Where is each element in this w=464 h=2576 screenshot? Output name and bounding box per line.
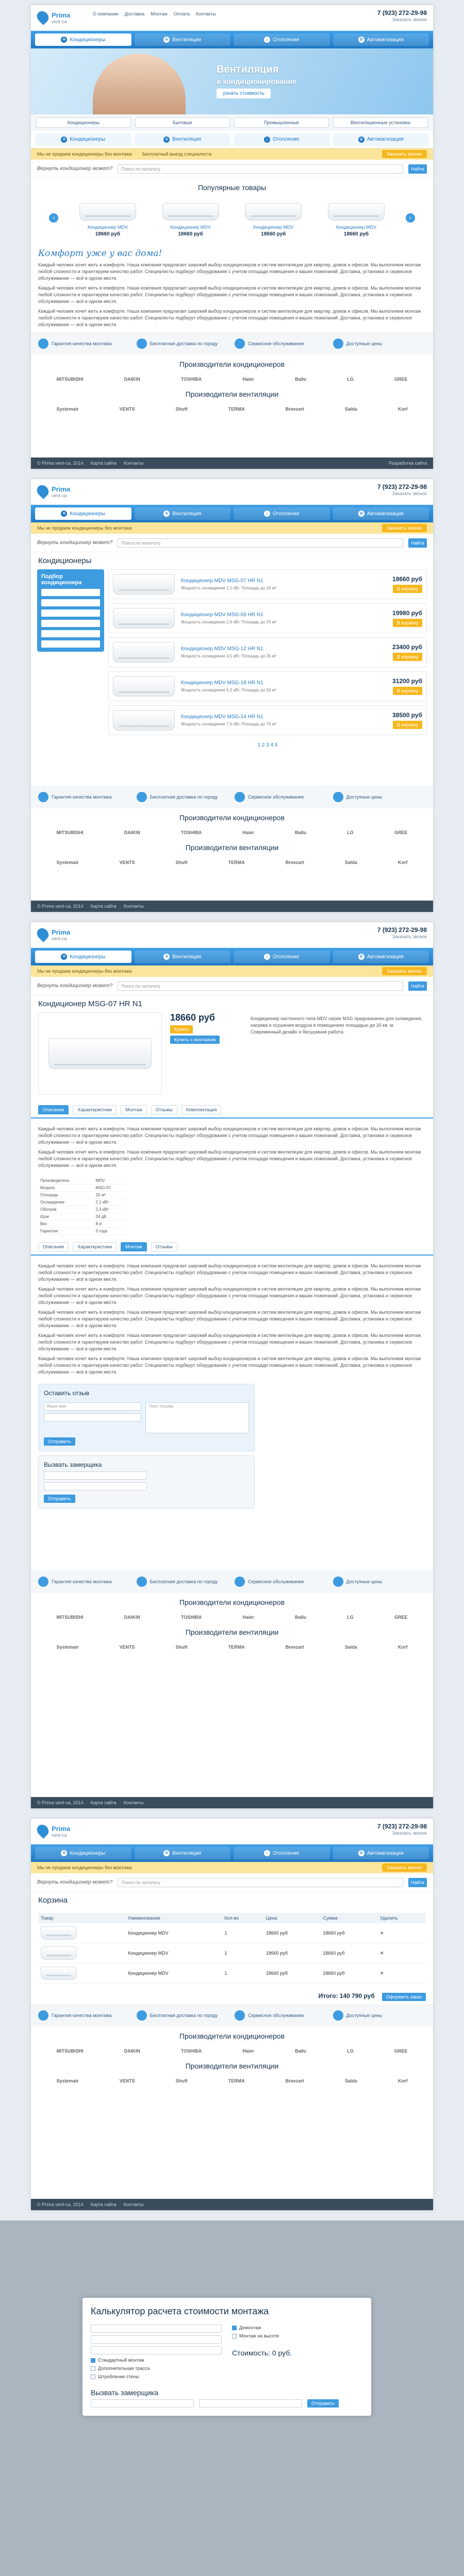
- brands-ventilation: Systemair VENTS Shuft TERMA Breezart Salda Korf: [56, 1645, 408, 1650]
- brand-logo[interactable]: TOSHIBA: [180, 377, 202, 382]
- search-input[interactable]: Поиск по каталогу: [118, 538, 403, 548]
- nav-conditioners[interactable]: ❄ Кондиционеры: [35, 33, 131, 46]
- header: [31, 479, 433, 505]
- brands-conditioners: [31, 374, 433, 385]
- tab-description[interactable]: Описание: [38, 1105, 69, 1114]
- product-link[interactable]: Кондиционер MDV MSG-09 HR N1: [181, 612, 263, 618]
- add-to-cart-button[interactable]: В корзину: [393, 585, 422, 593]
- tab-package[interactable]: Комплектация: [181, 1105, 222, 1114]
- checkbox[interactable]: [91, 2375, 95, 2379]
- email-input[interactable]: [44, 1413, 141, 1421]
- search-button[interactable]: Найти: [408, 164, 427, 174]
- search-button[interactable]: Найти: [408, 538, 427, 548]
- brand-logo[interactable]: LG: [347, 377, 354, 382]
- truck-icon: [137, 792, 147, 802]
- menu-item[interactable]: Оплата: [173, 11, 190, 16]
- table-row: Кондиционер MDV 1 18660 руб 18660 руб ✕: [38, 1923, 426, 1943]
- add-to-cart-button[interactable]: В корзину: [393, 619, 422, 627]
- search-bar: Вернуть кондиционер может? Поиск по каталогу Найти: [31, 534, 433, 552]
- brand-logo[interactable]: Systemair: [56, 406, 79, 412]
- product-link[interactable]: Кондиционер MDV MSG-07 HR N1: [181, 578, 263, 584]
- gear-icon: ⚙: [358, 37, 364, 43]
- main-nav: [31, 948, 433, 965]
- ac-image: [79, 203, 136, 221]
- nav-automation[interactable]: ⚙ Автоматизация: [333, 33, 429, 46]
- ac-image[interactable]: [113, 710, 175, 731]
- checkout-button[interactable]: Оформить заказ: [382, 1993, 426, 2001]
- ac-image: [41, 1967, 77, 1980]
- search-bar: Вернуть кондиционер может? Поиск по каталогу Найти: [31, 977, 433, 995]
- nav-automation[interactable]: ⚙ Автоматизация: [333, 951, 429, 963]
- search-bar: Вернуть кондиционер может? Поиск по каталогу Найти: [31, 160, 433, 178]
- search-bar: Вернуть кондиционер может? Поиск по каталогу Найти: [31, 1873, 433, 1892]
- features: [31, 332, 433, 355]
- search-button[interactable]: Найти: [408, 981, 427, 991]
- checkbox[interactable]: [232, 2334, 237, 2338]
- feature-item: Сервисное обслуживание: [235, 338, 328, 349]
- product-tabs: [31, 1102, 433, 1118]
- next-arrow-icon[interactable]: ›: [406, 213, 415, 223]
- product-page: [31, 922, 433, 1808]
- footer: © Prima vent-ca, 2014 Карта сайта Контакты Разработка сайта: [31, 457, 433, 469]
- hero-banner: [31, 48, 433, 114]
- wrench-icon: [235, 792, 245, 802]
- product-link[interactable]: Кондиционер MDV MSG-24 HR N1: [181, 714, 263, 720]
- brand-logo[interactable]: Breezart: [285, 406, 304, 412]
- qty-input[interactable]: 1: [222, 1963, 263, 1984]
- ruble-icon: [333, 338, 343, 349]
- calc-cost: Стоимость: 0 руб.: [232, 2349, 292, 2357]
- catalog-page: [31, 479, 433, 912]
- remove-icon[interactable]: ✕: [377, 1923, 426, 1943]
- brand-logo[interactable]: Korf: [397, 406, 408, 412]
- product-link[interactable]: Кондиционер MDV: [126, 1963, 222, 1984]
- search-button[interactable]: Найти: [408, 1878, 427, 1887]
- phone-input[interactable]: [44, 1471, 147, 1480]
- nav-ventilation[interactable]: ✣ Вентиляция: [135, 33, 231, 46]
- category-bar: [31, 114, 433, 131]
- comfort-text: Каждый человек хочет жить в комфорте. Наша компания предлагает широкий выбор кондиционеров и систем вентиляции для квартир, домов и офисов. Мы выполняем монтаж любой сложности и гарантируем качество работ. Специалисты подберут оборудование с учетом площади помещения и ваших пожеланий. Доставка, установка и сервисное обслуживание — всё в одном месте.: [38, 285, 421, 304]
- brands-title: Производители вентиляции: [185, 1628, 279, 1636]
- submit-call-button[interactable]: Отправить: [307, 2399, 339, 2408]
- buy-button[interactable]: Купить: [170, 1025, 193, 1033]
- submit-measure-button[interactable]: Отправить: [44, 1495, 75, 1503]
- call-title: Вызвать замерщика: [91, 2388, 159, 2397]
- table-row: Кондиционер MDV 1 18660 руб 18660 руб ✕: [38, 1943, 426, 1963]
- tab-specs[interactable]: Характеристики: [73, 1242, 117, 1251]
- brand-logo[interactable]: Ballu: [295, 377, 307, 382]
- nav-heating[interactable]: ♨ Отопление: [234, 133, 330, 146]
- brand-logo[interactable]: Salda: [344, 406, 357, 412]
- ruble-icon: [333, 1577, 343, 1587]
- list-item: Кондиционер MDV MSG-18 HR N1 Мощность охлаждения 5,3 кВт. Площадь до 50 м² 31200 руб В корзину: [108, 671, 427, 701]
- brand-logo[interactable]: GREE: [394, 377, 408, 382]
- flame-icon: ♨: [264, 137, 270, 143]
- product-summary: [31, 1012, 433, 1095]
- truck-icon: [137, 338, 147, 349]
- brand-logo[interactable]: TERMA: [228, 406, 245, 412]
- filter-field[interactable]: [41, 640, 100, 648]
- top-menu: [93, 11, 216, 16]
- callback-button[interactable]: Заказать звонок: [382, 1863, 427, 1872]
- list-item: Кондиционер MDV MSG-12 HR N1 Мощность охлаждения 3,5 кВт. Площадь до 35 м² 23400 руб В корзину: [108, 637, 427, 667]
- phone-input[interactable]: [91, 2399, 194, 2408]
- notice-bar: Мы не продаем кондиционеры без монтажа Бесплатный выезд специалиста Заказать звонок: [31, 148, 433, 160]
- product-tabs-2: [31, 1239, 433, 1256]
- gear-icon: ⚙: [358, 137, 364, 143]
- tab-reviews[interactable]: Отзывы: [151, 1242, 177, 1251]
- tab-content: Каждый человек хочет жить в комфорте. Наша компания предлагает широкий выбор кондиционеров и систем вентиляции для квартир, домов и офисов. Мы выполняем монтаж любой сложности и гарантируем качество работ. Специалисты подберут оборудование с учетом площади помещения и ваших пожеланий. Доставка, установка и сервисное обслуживание — всё в одном месте. Каждый человек хочет жить в комфорте. Наша компания предлагает широкий выбор кондиционеров и систем вентиляции для квартир, домов и офисов. Мы выполняем монтаж любой сложности и гарантируем качество работ. Специалисты подберут оборудование с учетом площади помещения и ваших пожеланий. Доставка, установка и сервисное обслуживание — всё в одном месте.: [38, 1126, 421, 1168]
- address-input[interactable]: [44, 1482, 147, 1490]
- nav-ventilation[interactable]: ✣ Вентиляция: [135, 133, 231, 146]
- hero-button[interactable]: узнать стоимость: [217, 89, 271, 98]
- product-link[interactable]: Кондиционер MDV MSG-18 HR N1: [181, 680, 263, 686]
- nav-conditioners[interactable]: ❄ Кондиционеры: [35, 1847, 131, 1859]
- header: [31, 5, 433, 31]
- feature-item: Доступные цены: [333, 338, 426, 349]
- fan-icon: ✣: [163, 137, 170, 143]
- product-link[interactable]: Кондиционер MDV: [126, 1923, 222, 1943]
- product-card[interactable]: Кондиционер MDV 18660 руб: [157, 199, 224, 237]
- search-input[interactable]: Поиск по каталогу: [118, 981, 403, 991]
- footer: © Prima vent-ca, 2014 Карта сайта Контакты: [31, 1797, 433, 1808]
- footer-link[interactable]: Карта сайта: [90, 461, 117, 466]
- brands-title: Производители вентиляции: [185, 2062, 279, 2070]
- comfort-text: Каждый человек хочет жить в комфорте. Наша компания предлагает широкий выбор кондиционеров и систем вентиляции для квартир, домов и офисов. Мы выполняем монтаж любой сложности и гарантируем качество работ. Специалисты подберут оборудование с учетом площади помещения и ваших пожеланий. Доставка, установка и сервисное обслуживание — всё в одном месте.: [38, 262, 421, 281]
- notice-bar: Мы не продаем кондиционеры без монтажа Заказать звонок: [31, 1862, 433, 1873]
- comfort-title: Комфорт уже у вас дома!: [38, 248, 162, 259]
- remove-icon[interactable]: ✕: [377, 1943, 426, 1963]
- list-item: Кондиционер MDV MSG-09 HR N1 Мощность охлаждения 2,6 кВт. Площадь до 25 м² 19980 руб В корзину: [108, 603, 427, 633]
- remove-icon[interactable]: ✕: [377, 1963, 426, 1984]
- main-nav: [31, 505, 433, 522]
- brands-conditioners: MITSUBISHI DAIKIN TOSHIBA Haier Ballu LG GREE: [56, 830, 408, 835]
- notice-bar: Мы не продаем кондиционеры без монтажа Заказать звонок: [31, 522, 433, 534]
- brands-title: Производители кондиционеров: [179, 360, 285, 368]
- footer-link[interactable]: Контакты: [123, 461, 144, 466]
- product-link[interactable]: Кондиционер MDV: [126, 1943, 222, 1963]
- filter-field[interactable]: [41, 620, 100, 627]
- product-list: [108, 569, 427, 751]
- secondary-nav: [31, 131, 433, 148]
- cart-table: Товар Наименование Кол-во Цена Сумма Удалить Кондиционер MDV 1 18660 руб 18660 руб ✕ Кондиционер MDV 1 18660 руб 18660 руб ✕ Кондиционер MDV 1 18660 руб 18660 руб ✕: [38, 1913, 426, 1984]
- list-item: Кондиционер MDV MSG-07 HR N1 Мощность охлаждения 2,1 кВт. Площадь до 20 м² 18660 руб В корзину: [108, 569, 427, 599]
- list-item: Кондиционер MDV MSG-24 HR N1 Мощность охлаждения 7,0 кВт. Площадь до 70 м² 38500 руб В корзину: [108, 705, 427, 735]
- hero-title: Вентиляция и кондиционирование: [217, 64, 296, 86]
- nav-heating[interactable]: ♨ Отопление: [234, 951, 330, 963]
- home-page: [31, 5, 433, 469]
- ac-image[interactable]: [113, 574, 175, 595]
- measure-form: Вызвать замерщика Отправить: [38, 1455, 255, 1509]
- wrench-icon: [235, 1577, 245, 1587]
- brand-logo[interactable]: DAIKIN: [124, 377, 140, 382]
- page-title: Корзина: [38, 1896, 68, 1905]
- tab-install[interactable]: Монтаж: [121, 1242, 147, 1251]
- product-description: Кондиционер настенного типа MDV серии MSG предназначен для охлаждения, нагрева и осушения воздуха в помещениях площадью до 20 кв. м. Современный дизайн и бесшумная работа.: [251, 1016, 423, 1035]
- ac-image: [41, 1946, 77, 1960]
- checkbox[interactable]: [91, 2358, 95, 2363]
- buy-install-button[interactable]: Купить с монтажом: [170, 1036, 220, 1044]
- brands-ventilation: Systemair VENTS Shuft TERMA Breezart Salda Korf: [56, 860, 408, 865]
- category-link[interactable]: Бытовые: [135, 117, 230, 128]
- search-input[interactable]: Поиск по каталогу: [118, 164, 403, 174]
- nav-automation[interactable]: ⚙ Автоматизация: [333, 133, 429, 146]
- qty-input[interactable]: 1: [222, 1923, 263, 1943]
- menu-item[interactable]: Контакты: [195, 11, 216, 16]
- main-nav: [31, 1844, 433, 1862]
- callback-button[interactable]: Заказать звонок: [382, 524, 427, 532]
- brands-title: Производители вентиляции: [185, 843, 279, 852]
- product-card[interactable]: Кондиционер MDV 18660 руб: [323, 199, 390, 237]
- menu-item[interactable]: Монтаж: [151, 11, 168, 16]
- truck-icon: [137, 2010, 147, 2021]
- tab-reviews[interactable]: Отзывы: [151, 1105, 177, 1114]
- product-card[interactable]: Кондиционер MDV 18660 руб: [240, 199, 307, 237]
- flame-icon: ♨: [264, 37, 270, 43]
- ruble-icon: [333, 2010, 343, 2021]
- snowflake-icon: ❄: [61, 37, 67, 43]
- filter-field[interactable]: [41, 609, 100, 617]
- tab-install[interactable]: Монтаж: [121, 1105, 147, 1114]
- callback-button[interactable]: Заказать звонок: [382, 967, 427, 975]
- qty-input[interactable]: 1: [222, 1943, 263, 1963]
- calc-modal: Калькулятор расчета стоимости монтажа Стандартный монтаж Дополнительная трасса Штробление стены Демонтаж Монтаж на высоте Стоимость: 0 руб. Вызвать замерщика Отправить: [82, 2298, 371, 2416]
- brands-conditioners: MITSUBISHI DAIKIN TOSHIBA Haier Ballu LG GREE: [56, 1615, 408, 1620]
- product-gallery[interactable]: [38, 1012, 162, 1095]
- brand-logo[interactable]: Shuft: [175, 406, 188, 412]
- filter-field[interactable]: [41, 589, 100, 596]
- brands-ventilation: [31, 403, 433, 415]
- nav-conditioners[interactable]: ❄ Кондиционеры: [35, 951, 131, 963]
- search-input[interactable]: Поиск по каталогу: [118, 1878, 403, 1887]
- product-title: Кондиционер MSG-07 HR N1: [38, 999, 142, 1008]
- main-nav: [31, 31, 433, 48]
- nav-heating[interactable]: ♨ Отопление: [234, 507, 330, 520]
- logo[interactable]: Prima vent-ca: [36, 483, 82, 501]
- features: Гарантия качества монтажа Бесплатная доставка по городу Сервисное обслуживание Доступные цены: [31, 1570, 433, 1593]
- category-link[interactable]: Кондиционеры: [36, 117, 131, 128]
- ac-image: [245, 203, 302, 221]
- ac-image: [48, 1038, 152, 1069]
- check-icon: [38, 2010, 48, 2021]
- feature-item: Бесплатная доставка по городу: [137, 338, 230, 349]
- prev-arrow-icon[interactable]: ‹: [49, 213, 58, 223]
- nav-conditioners[interactable]: ❄ Кондиционеры: [35, 133, 131, 146]
- ac-image: [41, 1926, 77, 1940]
- brands-title: Производители кондиционеров: [179, 2032, 285, 2040]
- comfort-section: [31, 244, 433, 332]
- ruble-icon: [333, 792, 343, 802]
- product-price: 18660 руб: [170, 1012, 215, 1023]
- checkbox[interactable]: [232, 2326, 237, 2330]
- phone: 7 (923) 272-29-98 Заказать звонок: [377, 483, 427, 496]
- wrench-icon: [235, 338, 245, 349]
- install-content: Каждый человек хочет жить в комфорте. Наша компания предлагает широкий выбор кондиционеров и систем вентиляции для квартир, домов и офисов. Мы выполняем монтаж любой сложности и гарантируем качество работ. Специалисты подберут оборудование с учетом площади помещения и ваших пожеланий. Доставка, установка и сервисное обслуживание — всё в одном месте. Каждый человек хочет жить в комфорте. Наша компания предлагает широкий выбор кондиционеров и систем вентиляции для квартир, домов и офисов. Мы выполняем монтаж любой сложности и гарантируем качество работ. Специалисты подберут оборудование с учетом площади помещения и ваших пожеланий. Доставка, установка и сервисное обслуживание — всё в одном месте. Каждый человек хочет жить в комфорте. Наша компания предлагает широкий выбор кондиционеров и систем вентиляции для квартир, домов и офисов. Мы выполняем монтаж любой сложности и гарантируем качество работ. Специалисты подберут оборудование с учетом площади помещения и ваших пожеланий. Доставка, установка и сервисное обслуживание — всё в одном месте. Каждый человек хочет жить в комфорте. Наша компания предлагает широкий выбор кондиционеров и систем вентиляции для квартир, домов и офисов. Мы выполняем монтаж любой сложности и гарантируем качество работ. Специалисты подберут оборудование с учетом площади помещения и ваших пожеланий. Доставка, установка и сервисное обслуживание — всё в одном месте. Каждый человек хочет жить в комфорте. Наша компания предлагает широкий выбор кондиционеров и систем вентиляции для квартир, домов и офисов. Мы выполняем монтаж любой сложности и гарантируем качество работ. Специалисты подберут оборудование с учетом площади помещения и ваших пожеланий. Доставка, установка и сервисное обслуживание — всё в одном месте.: [38, 1263, 421, 1375]
- calc-field[interactable]: [91, 2335, 222, 2344]
- nav-automation[interactable]: ⚙ Автоматизация: [333, 1847, 429, 1859]
- header: Prima vent-ca 7 (923) 272-29-98 Заказать звонок: [31, 1819, 433, 1844]
- name-input[interactable]: Ваше имя: [44, 1402, 141, 1411]
- filter-sidebar: [37, 569, 104, 652]
- brand-logo[interactable]: MITSUBISHI: [56, 377, 84, 382]
- nav-conditioners[interactable]: ❄ Кондиционеры: [35, 507, 131, 520]
- logo[interactable]: Prima vent-ca: [36, 9, 82, 27]
- brands-ventilation: Systemair VENTS Shuft TERMA Breezart Salda Korf: [56, 2078, 408, 2083]
- add-to-cart-button[interactable]: В корзину: [393, 653, 422, 661]
- modal-title: Калькулятор расчета стоимости монтажа: [91, 2306, 269, 2316]
- nav-ventilation[interactable]: ✣ Вентиляция: [135, 951, 231, 963]
- tab-description[interactable]: Описание: [38, 1242, 69, 1251]
- spec-table: Производитель MDV Модель MSG-07 Площадь 20 м² Охлаждение 2,1 кВт Обогрев 2,3 кВт Шум 24 дБ Вес 8 кг Гарантия 3 года: [38, 1177, 126, 1235]
- footer: © Prima vent-ca, 2014 Карта сайта Контакты: [31, 2199, 433, 2210]
- callback-button[interactable]: Заказать звонок: [382, 150, 427, 158]
- review-textarea[interactable]: Текст отзыва: [145, 1402, 249, 1433]
- review-form: Оставить отзыв Ваше имя Текст отзыва Отправить: [38, 1384, 255, 1451]
- nav-heating[interactable]: ♨ Отопление: [234, 1847, 330, 1859]
- notice-bar: Мы не продаем кондиционеры без монтажа Заказать звонок: [31, 965, 433, 977]
- hero-image: [93, 54, 186, 114]
- snowflake-icon: ❄: [61, 137, 67, 143]
- add-to-cart-button[interactable]: В корзину: [393, 721, 422, 729]
- check-icon: [38, 1577, 48, 1587]
- nav-automation[interactable]: ⚙ Автоматизация: [333, 507, 429, 520]
- popular-products: [31, 197, 433, 244]
- submit-review-button[interactable]: Отправить: [44, 1437, 75, 1446]
- menu-item[interactable]: О компании: [93, 11, 119, 16]
- ac-image: [162, 203, 219, 221]
- cart-total: Итого: 140 790 руб Оформить заказ: [31, 1988, 433, 2004]
- checkbox[interactable]: [91, 2366, 95, 2371]
- brands-title: Производители кондиционеров: [179, 814, 285, 822]
- brands-conditioners: MITSUBISHI DAIKIN TOSHIBA Haier Ballu LG GREE: [56, 2048, 408, 2054]
- table-row: Кондиционер MDV 1 18660 руб 18660 руб ✕: [38, 1963, 426, 1984]
- ac-image: [328, 203, 385, 221]
- section-title: Популярные товары: [197, 183, 267, 192]
- check-icon: [38, 338, 48, 349]
- product-card[interactable]: Кондиционер MDV 18660 руб: [74, 199, 141, 237]
- filter-field[interactable]: [41, 630, 100, 637]
- ac-image[interactable]: [113, 676, 175, 697]
- nav-ventilation[interactable]: ✣ Вентиляция: [135, 1847, 231, 1859]
- calc-field[interactable]: [91, 2325, 222, 2333]
- features: Гарантия качества монтажа Бесплатная доставка по городу Сервисное обслуживание Доступные цены: [31, 2004, 433, 2027]
- ac-image[interactable]: [113, 608, 175, 629]
- filter-box: Подбор кондиционера: [37, 569, 104, 652]
- fan-icon: ✣: [163, 37, 170, 43]
- page-title: Кондиционеры: [38, 556, 92, 565]
- header: Prima vent-ca 7 (923) 272-29-98 Заказать звонок: [31, 922, 433, 948]
- logo[interactable]: Prima vent-ca: [36, 1823, 82, 1840]
- category-link[interactable]: Промышленные: [234, 117, 329, 128]
- pagination[interactable]: 1 2 3 4 5: [257, 742, 278, 748]
- cart-page: [31, 1819, 433, 2210]
- ac-image[interactable]: [113, 642, 175, 663]
- callback-link[interactable]: Заказать звонок: [392, 17, 427, 22]
- brand-logo[interactable]: VENTS: [119, 406, 135, 412]
- check-icon: [38, 792, 48, 802]
- logo[interactable]: Prima vent-ca: [36, 926, 82, 944]
- brands-title: Производители вентиляции: [185, 390, 279, 398]
- footer: © Prima vent-ca, 2014 Карта сайта Контакты: [31, 901, 433, 912]
- wrench-icon: [235, 2010, 245, 2021]
- truck-icon: [137, 1577, 147, 1587]
- feature-item: Гарантия качества монтажа: [38, 338, 131, 349]
- brands-title: Производители кондиционеров: [179, 1598, 285, 1606]
- features: Гарантия качества монтажа Бесплатная доставка по городу Сервисное обслуживание Доступные цены: [31, 786, 433, 808]
- nav-ventilation[interactable]: ✣ Вентиляция: [135, 507, 231, 520]
- category-link[interactable]: Вентиляционные установки: [333, 117, 428, 128]
- calc-field[interactable]: [91, 2346, 222, 2354]
- filter-field[interactable]: [41, 599, 100, 606]
- tab-specs[interactable]: Характеристики: [73, 1105, 117, 1114]
- add-to-cart-button[interactable]: В корзину: [393, 687, 422, 695]
- phone: 7 (923) 272-29-98 Заказать звонок: [377, 9, 427, 22]
- comfort-text: Каждый человек хочет жить в комфорте. Наша компания предлагает широкий выбор кондиционеров и систем вентиляции для квартир, домов и офисов. Мы выполняем монтаж любой сложности и гарантируем качество работ. Специалисты подберут оборудование с учетом площади помещения и ваших пожеланий. Доставка, установка и сервисное обслуживание — всё в одном месте.: [38, 309, 421, 327]
- name-input[interactable]: [199, 2399, 302, 2408]
- product-link[interactable]: Кондиционер MDV MSG-12 HR N1: [181, 646, 263, 652]
- menu-item[interactable]: Доставка: [124, 11, 145, 16]
- nav-heating[interactable]: ♨ Отопление: [234, 33, 330, 46]
- brand-logo[interactable]: Haier: [242, 377, 254, 382]
- catalog-body: [31, 569, 433, 786]
